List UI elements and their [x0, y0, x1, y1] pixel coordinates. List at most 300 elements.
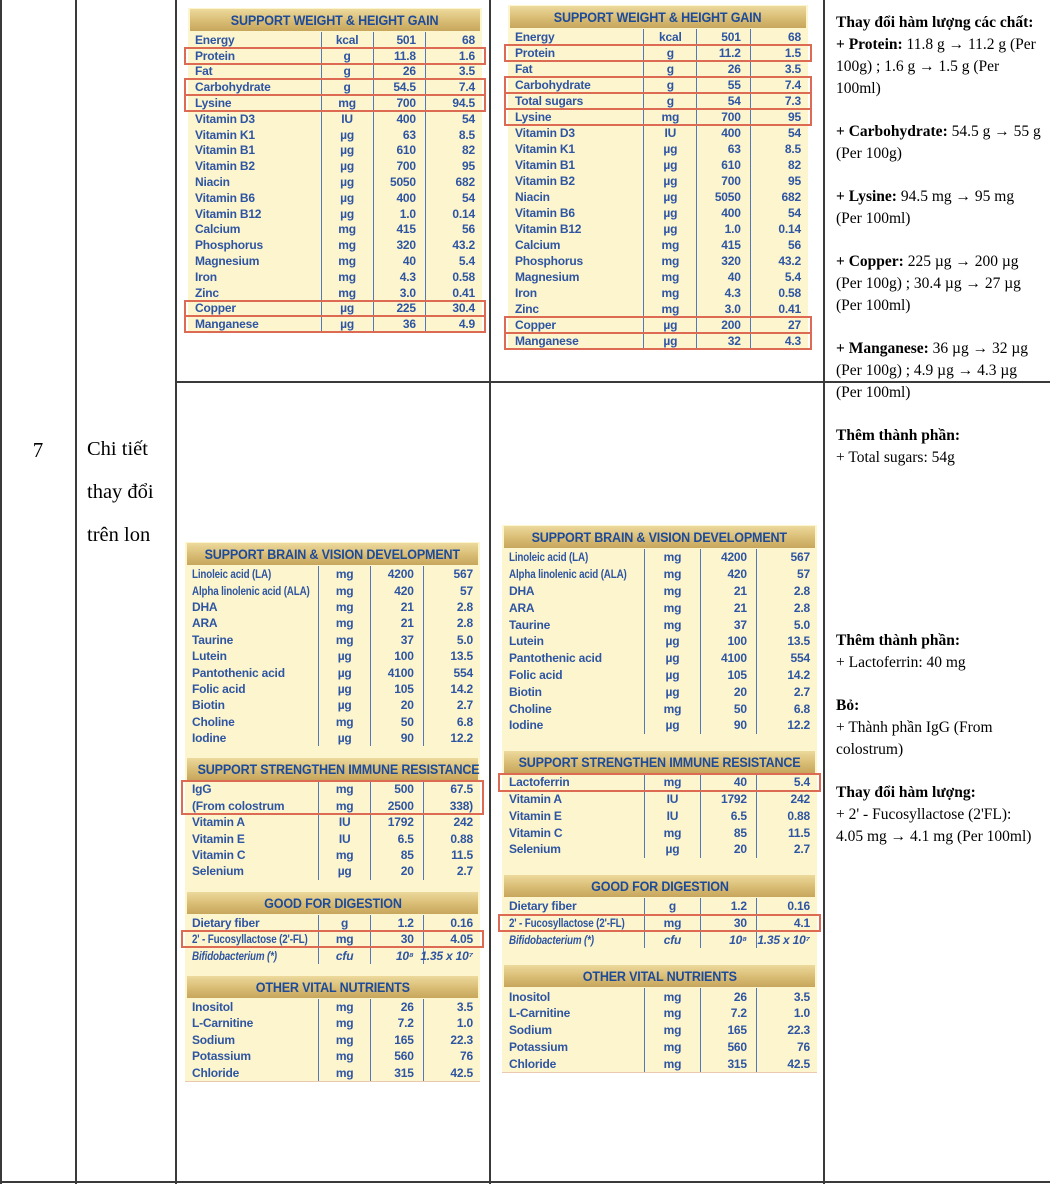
value-per-100g: 400	[696, 125, 749, 141]
nutrient-row	[187, 599, 478, 615]
value-per-100ml: 43.2	[425, 237, 480, 253]
nutrient-unit: cfu	[318, 947, 370, 963]
label-section-title: SUPPORT STRENGTHEN IMMUNE RESISTANCE	[187, 758, 478, 780]
nutrient-unit: IU	[321, 111, 373, 127]
value-per-100ml: 2.8	[423, 599, 478, 615]
change-highlight-box	[187, 931, 478, 947]
nutrient-name: Calcium	[515, 238, 561, 252]
value-per-100ml: 7.3	[750, 93, 806, 109]
nutrient-unit: mg	[644, 988, 700, 1005]
note-block	[836, 782, 1041, 848]
nutrient-row	[504, 824, 815, 841]
row-description-line: trên lon	[87, 524, 151, 546]
nutrient-name: Zinc	[195, 285, 219, 300]
nutrient-unit: mg	[644, 1005, 700, 1022]
value-per-100g: 6.5	[370, 830, 422, 846]
nutrient-name: Alpha linolenic acid (ALA)	[509, 567, 627, 582]
value-per-100ml: 3.5	[425, 64, 480, 80]
nutrient-row	[190, 48, 480, 64]
nutrient-unit: mg	[644, 583, 700, 600]
value-per-100ml: 5.4	[750, 269, 806, 285]
table-border-col3	[489, 0, 491, 1184]
value-per-100ml: 42.5	[756, 1055, 815, 1072]
nutrient-row	[190, 285, 480, 301]
value-per-100ml: 2.7	[756, 841, 815, 858]
nutrient-table	[510, 29, 806, 349]
nutrient-name: Lutein	[192, 649, 227, 664]
value-per-100ml: 1.6	[425, 48, 480, 64]
value-per-100ml: 554	[423, 664, 478, 680]
nutrient-unit: mg	[643, 269, 696, 285]
nutrient-row	[504, 915, 815, 932]
value-per-100g: 105	[700, 667, 756, 684]
nutrient-name: Vitamin B12	[195, 206, 262, 221]
value-per-100g: 2500	[370, 798, 422, 814]
nutrient-row	[510, 29, 806, 45]
nutrient-row	[187, 814, 478, 830]
nutrient-unit: µg	[321, 206, 373, 222]
nutrient-row	[510, 61, 806, 77]
value-per-100ml: 0.14	[750, 221, 806, 237]
value-per-100g: 5050	[696, 189, 749, 205]
nutrient-row	[504, 807, 815, 824]
nutrition-label-old-weight-height	[188, 8, 482, 332]
value-per-100g: 100	[700, 633, 756, 650]
nutrient-name: Selenium	[509, 842, 561, 857]
nutrient-unit: g	[643, 61, 696, 77]
value-per-100g: 40	[373, 253, 425, 269]
label-section-title: SUPPORT BRAIN & VISION DEVELOPMENT	[504, 526, 815, 548]
nutrient-name: Phosphorus	[515, 254, 584, 268]
label-section-title: GOOD FOR DIGESTION	[187, 892, 478, 914]
nutrient-row	[187, 697, 478, 713]
change-highlight-box	[510, 93, 806, 109]
nutrient-unit: mg	[318, 1048, 370, 1064]
value-per-100ml: 0.58	[425, 269, 480, 285]
nutrient-row	[510, 77, 806, 93]
value-per-100ml: 54	[425, 190, 480, 206]
nutrient-name: Copper	[195, 301, 236, 316]
label-section-title: OTHER VITAL NUTRIENTS	[504, 965, 815, 987]
nutrient-row	[190, 174, 480, 190]
nutrient-name: Taurine	[509, 617, 551, 632]
value-per-100g: 54.5	[373, 79, 425, 95]
nutrient-row	[510, 125, 806, 141]
nutrient-unit: µg	[644, 841, 700, 858]
nutrient-unit: µg	[644, 650, 700, 667]
value-per-100g: 4100	[370, 664, 422, 680]
nutrient-name: Niacin	[515, 190, 550, 204]
nutrient-row	[187, 931, 478, 947]
nutrient-row	[187, 999, 478, 1015]
value-per-100g: 4200	[700, 549, 756, 566]
value-per-100g: 4.3	[696, 285, 749, 301]
nutrient-row	[510, 109, 806, 125]
nutrient-row	[190, 206, 480, 222]
nutrient-row	[187, 1064, 478, 1080]
note-block	[836, 186, 1041, 230]
nutrient-name: ARA	[509, 600, 535, 615]
nutrient-unit: mg	[318, 566, 370, 582]
table-border-left	[0, 0, 2, 1184]
nutrient-unit: cfu	[644, 931, 700, 948]
note-emphasis: + Copper:	[836, 253, 904, 270]
value-per-100g: 6.5	[700, 807, 756, 824]
value-per-100ml: 82	[750, 157, 806, 173]
nutrient-name: ARA	[192, 616, 218, 631]
nutrient-unit: mg	[318, 847, 370, 863]
nutrient-row	[190, 301, 480, 317]
nutrient-unit: kcal	[321, 32, 373, 48]
value-per-100g: 320	[373, 237, 425, 253]
value-per-100ml: 7.4	[750, 77, 806, 93]
nutrient-unit: mg	[318, 781, 370, 797]
value-per-100g: 54	[696, 93, 749, 109]
nutrient-unit: µg	[318, 664, 370, 680]
value-per-100ml: 3.5	[423, 999, 478, 1015]
nutrient-row	[504, 1022, 815, 1039]
value-per-100ml: 43.2	[750, 253, 806, 269]
value-per-100ml: 2.7	[423, 863, 478, 879]
nutrient-row	[190, 127, 480, 143]
value-per-100ml: 6.8	[756, 700, 815, 717]
nutrient-unit: µg	[643, 221, 696, 237]
nutrient-name: Vitamin B12	[515, 222, 582, 236]
value-per-100ml: 11.5	[423, 847, 478, 863]
value-per-100g: 21	[370, 599, 422, 615]
nutrient-name: Vitamin B6	[515, 206, 575, 220]
nutrient-name: Lysine	[515, 110, 552, 124]
nutrient-name: Carbohydrate	[195, 80, 271, 95]
value-per-100g: 315	[370, 1064, 422, 1080]
nutrient-row	[510, 301, 806, 317]
nutrient-table	[504, 988, 815, 1072]
value-per-100g: 5050	[373, 174, 425, 190]
value-per-100ml: 76	[756, 1039, 815, 1056]
value-per-100ml: 1.0	[756, 1005, 815, 1022]
nutrient-row	[187, 830, 478, 846]
value-per-100ml: 54	[425, 111, 480, 127]
value-per-100g: 700	[696, 173, 749, 189]
value-per-100ml: 54	[750, 205, 806, 221]
value-per-100ml: 2.8	[756, 599, 815, 616]
nutrient-unit: µg	[643, 141, 696, 157]
nutrient-row	[187, 566, 478, 582]
nutrient-name: Bifidobacterium (*)	[192, 948, 277, 963]
value-per-100g: 21	[700, 583, 756, 600]
nutrient-row	[190, 190, 480, 206]
nutrient-unit: mg	[644, 1022, 700, 1039]
value-per-100ml: 7.4	[425, 79, 480, 95]
row-description-line: Chi tiết	[87, 438, 148, 460]
value-per-100g: 10⁸	[700, 931, 756, 948]
value-per-100ml: 0.41	[750, 301, 806, 317]
nutrient-name: Selenium	[192, 864, 244, 879]
nutrient-row	[504, 717, 815, 734]
value-per-100g: 55	[696, 77, 749, 93]
note-line: + Manganese: 36 µg → 32 µg (Per 100g) ; 4.9 µg → 4.3 µg (Per 100ml)	[836, 340, 1029, 401]
change-notes-bottom	[836, 630, 1041, 869]
change-highlight-box	[187, 781, 478, 814]
nutrient-row	[190, 316, 480, 332]
nutrient-unit: mg	[318, 582, 370, 598]
nutrient-unit: µg	[318, 697, 370, 713]
nutrient-unit: µg	[644, 667, 700, 684]
row-description-line: thay đổi	[87, 481, 154, 503]
nutrient-unit: g	[644, 898, 700, 915]
nutrient-name: Iodine	[192, 731, 227, 746]
nutrient-name: (From colostrum	[192, 798, 285, 813]
nutrient-name: Phosphorus	[195, 238, 264, 253]
value-per-100g: 500	[370, 781, 422, 797]
note-emphasis: Thêm thành phần:	[836, 632, 961, 649]
change-highlight-box	[504, 915, 815, 932]
nutrient-name: Inositol	[192, 1000, 234, 1014]
nutrient-unit: µg	[318, 863, 370, 879]
value-per-100ml: 95	[425, 158, 480, 174]
value-per-100g: 26	[696, 61, 749, 77]
note-line	[836, 425, 1041, 447]
nutrient-name: Linoleic acid (LA)	[509, 550, 589, 565]
nutrient-row	[510, 205, 806, 221]
nutrient-unit: mg	[644, 700, 700, 717]
nutrient-unit: mg	[321, 237, 373, 253]
value-per-100g: 165	[700, 1022, 756, 1039]
nutrient-name: Magnesium	[515, 270, 580, 284]
change-highlight-box	[190, 301, 480, 317]
nutrient-row	[504, 774, 815, 791]
value-per-100g: 85	[370, 847, 422, 863]
label-section-title: OTHER VITAL NUTRIENTS	[187, 976, 478, 998]
nutrient-unit: mg	[321, 253, 373, 269]
table-border-col1	[75, 0, 77, 1184]
value-per-100ml: 13.5	[756, 633, 815, 650]
value-per-100ml: 2.8	[423, 615, 478, 631]
note-line: + Protein: 11.8 g → 11.2 g (Per 100g) ; 1.6 g → 1.5 g (Per 100ml)	[836, 36, 1036, 97]
note-block	[836, 121, 1041, 165]
nutrient-name: Niacin	[195, 175, 230, 190]
nutrient-name: Vitamin A	[509, 791, 562, 806]
nutrient-name: Potassium	[509, 1039, 568, 1054]
note-emphasis: + Protein:	[836, 36, 903, 53]
value-per-100g: 100	[370, 648, 422, 664]
nutrient-row	[187, 1032, 478, 1048]
nutrition-label-old-brain-immune	[185, 542, 480, 1081]
nutrient-unit: mg	[321, 285, 373, 301]
value-per-100ml: 4.05	[423, 931, 478, 947]
nutrient-name: Sodium	[192, 1032, 235, 1047]
nutrient-name: Lactoferrin	[509, 775, 570, 790]
nutrient-name: IgG	[192, 782, 212, 797]
value-per-100g: 1792	[370, 814, 422, 830]
change-notes-top	[836, 12, 1041, 490]
nutrient-unit: mg	[318, 798, 370, 814]
value-per-100ml: 27	[750, 317, 806, 333]
nutrient-row	[187, 915, 478, 931]
note-block	[836, 251, 1041, 317]
nutrient-unit: IU	[644, 807, 700, 824]
nutrient-row	[510, 221, 806, 237]
note-line: + Thành phần IgG (From colostrum)	[836, 719, 993, 758]
nutrient-unit: µg	[321, 301, 373, 317]
nutrient-row	[190, 143, 480, 159]
nutrient-table	[504, 549, 815, 734]
nutrient-unit: µg	[318, 648, 370, 664]
nutrient-unit: g	[321, 79, 373, 95]
value-per-100ml: 68	[750, 29, 806, 45]
value-per-100g: 7.2	[370, 1015, 422, 1031]
nutrient-unit: kcal	[643, 29, 696, 45]
note-line: + Lysine: 94.5 mg → 95 mg (Per 100ml)	[836, 188, 1015, 227]
change-highlight-box	[510, 317, 806, 333]
nutrient-name: Choline	[509, 701, 552, 716]
nutrient-name: Linoleic acid (LA)	[192, 567, 272, 582]
nutrient-unit: mg	[644, 1039, 700, 1056]
nutrient-row	[187, 664, 478, 680]
nutrient-row	[504, 549, 815, 566]
nutrient-row	[504, 599, 815, 616]
value-per-100g: 400	[373, 111, 425, 127]
value-per-100ml: 0.88	[423, 830, 478, 846]
nutrient-name: Manganese	[195, 317, 259, 332]
nutrient-row	[510, 141, 806, 157]
nutrient-name: Iron	[515, 286, 537, 300]
nutrient-name: Vitamin C	[192, 848, 246, 863]
nutrient-unit: µg	[643, 173, 696, 189]
value-per-100g: 20	[370, 697, 422, 713]
change-highlight-box	[504, 774, 815, 791]
nutrient-name: Protein	[515, 46, 555, 60]
nutrition-label-new-weight-height	[508, 5, 808, 349]
nutrient-unit: µg	[643, 333, 696, 349]
nutrient-row	[510, 237, 806, 253]
nutrient-row	[187, 781, 478, 797]
change-highlight-box	[510, 333, 806, 349]
nutrient-row	[504, 667, 815, 684]
nutrient-row	[187, 847, 478, 863]
value-per-100ml: 68	[425, 32, 480, 48]
nutrient-unit: IU	[644, 791, 700, 808]
nutrient-name: Chloride	[509, 1056, 557, 1071]
nutrient-row	[510, 157, 806, 173]
value-per-100ml: 4.3	[750, 333, 806, 349]
nutrient-unit: µg	[643, 317, 696, 333]
note-emphasis: Thêm thành phần:	[836, 427, 961, 444]
change-highlight-box	[190, 316, 480, 332]
value-per-100ml: 95	[750, 109, 806, 125]
value-per-100ml: 14.2	[756, 667, 815, 684]
nutrient-name: Fat	[515, 62, 533, 76]
nutrient-name: DHA	[509, 583, 535, 598]
nutrient-row	[187, 947, 478, 963]
value-per-100g: 21	[700, 599, 756, 616]
nutrient-name: Fat	[195, 64, 213, 79]
nutrient-row	[510, 269, 806, 285]
value-per-100g: 320	[696, 253, 749, 269]
nutrient-name: Energy	[515, 30, 555, 44]
value-per-100g: 26	[370, 999, 422, 1015]
nutrient-unit: mg	[318, 714, 370, 730]
change-highlight-box	[190, 95, 480, 111]
nutrient-name: Lysine	[195, 96, 232, 111]
nutrient-unit: mg	[644, 566, 700, 583]
value-per-100g: 21	[370, 615, 422, 631]
note-line: + Total sugars: 54g	[836, 449, 955, 466]
nutrient-name: Folic acid	[192, 681, 246, 696]
change-highlight-box	[510, 109, 806, 125]
value-per-100g: 3.0	[696, 301, 749, 317]
nutrient-name: Vitamin E	[509, 808, 562, 823]
change-highlight-box	[190, 48, 480, 64]
value-per-100g: 4200	[370, 566, 422, 582]
nutrient-name: L-Carnitine	[192, 1016, 254, 1031]
nutrient-row	[190, 269, 480, 285]
value-per-100g: 420	[370, 582, 422, 598]
value-per-100g: 560	[700, 1039, 756, 1056]
nutrient-row	[510, 189, 806, 205]
value-per-100ml: 42.5	[423, 1064, 478, 1080]
nutrient-table	[187, 781, 478, 879]
nutrient-name: Vitamin K1	[515, 142, 575, 156]
nutrient-unit: mg	[643, 253, 696, 269]
value-per-100g: 30	[370, 931, 422, 947]
nutrient-unit: mg	[321, 95, 373, 111]
value-per-100g: 225	[373, 301, 425, 317]
value-per-100ml: 554	[756, 650, 815, 667]
note-block	[836, 630, 1041, 674]
nutrient-row	[187, 863, 478, 879]
nutrient-row	[190, 158, 480, 174]
nutrient-unit: µg	[644, 633, 700, 650]
value-per-100ml: 3.5	[750, 61, 806, 77]
note-line: + Lactoferrin: 40 mg	[836, 654, 966, 671]
value-per-100ml: 82	[425, 143, 480, 159]
nutrient-unit: mg	[318, 931, 370, 947]
value-per-100g: 700	[373, 158, 425, 174]
nutrient-row	[187, 615, 478, 631]
table-border-col4	[823, 0, 825, 1184]
nutrient-unit: µg	[318, 681, 370, 697]
value-per-100ml: 0.16	[423, 915, 478, 931]
nutrient-table	[190, 32, 480, 332]
value-per-100g: 1.2	[370, 915, 422, 931]
nutrient-row	[190, 32, 480, 48]
nutrient-name: Vitamin B1	[195, 143, 255, 158]
value-per-100g: 105	[370, 681, 422, 697]
value-per-100ml: 682	[425, 174, 480, 190]
nutrient-unit: g	[321, 48, 373, 64]
nutrient-table	[187, 999, 478, 1081]
value-per-100ml: 5.0	[756, 616, 815, 633]
note-block	[836, 12, 1041, 100]
value-per-100g: 20	[700, 841, 756, 858]
nutrient-row	[504, 583, 815, 600]
nutrient-name: Magnesium	[195, 254, 260, 269]
nutrient-unit: g	[643, 93, 696, 109]
value-per-100g: 1.0	[696, 221, 749, 237]
value-per-100g: 1.2	[700, 898, 756, 915]
nutrient-unit: mg	[318, 632, 370, 648]
note-line	[836, 782, 1041, 804]
value-per-100ml: 2.7	[423, 697, 478, 713]
nutrient-unit: mg	[318, 1064, 370, 1080]
nutrient-unit: mg	[643, 109, 696, 125]
nutrient-row	[190, 222, 480, 238]
nutrient-unit: µg	[318, 730, 370, 746]
value-per-100ml: 94.5	[425, 95, 480, 111]
nutrient-name: Alpha linolenic acid (ALA)	[192, 583, 310, 598]
value-per-100ml: 22.3	[423, 1032, 478, 1048]
